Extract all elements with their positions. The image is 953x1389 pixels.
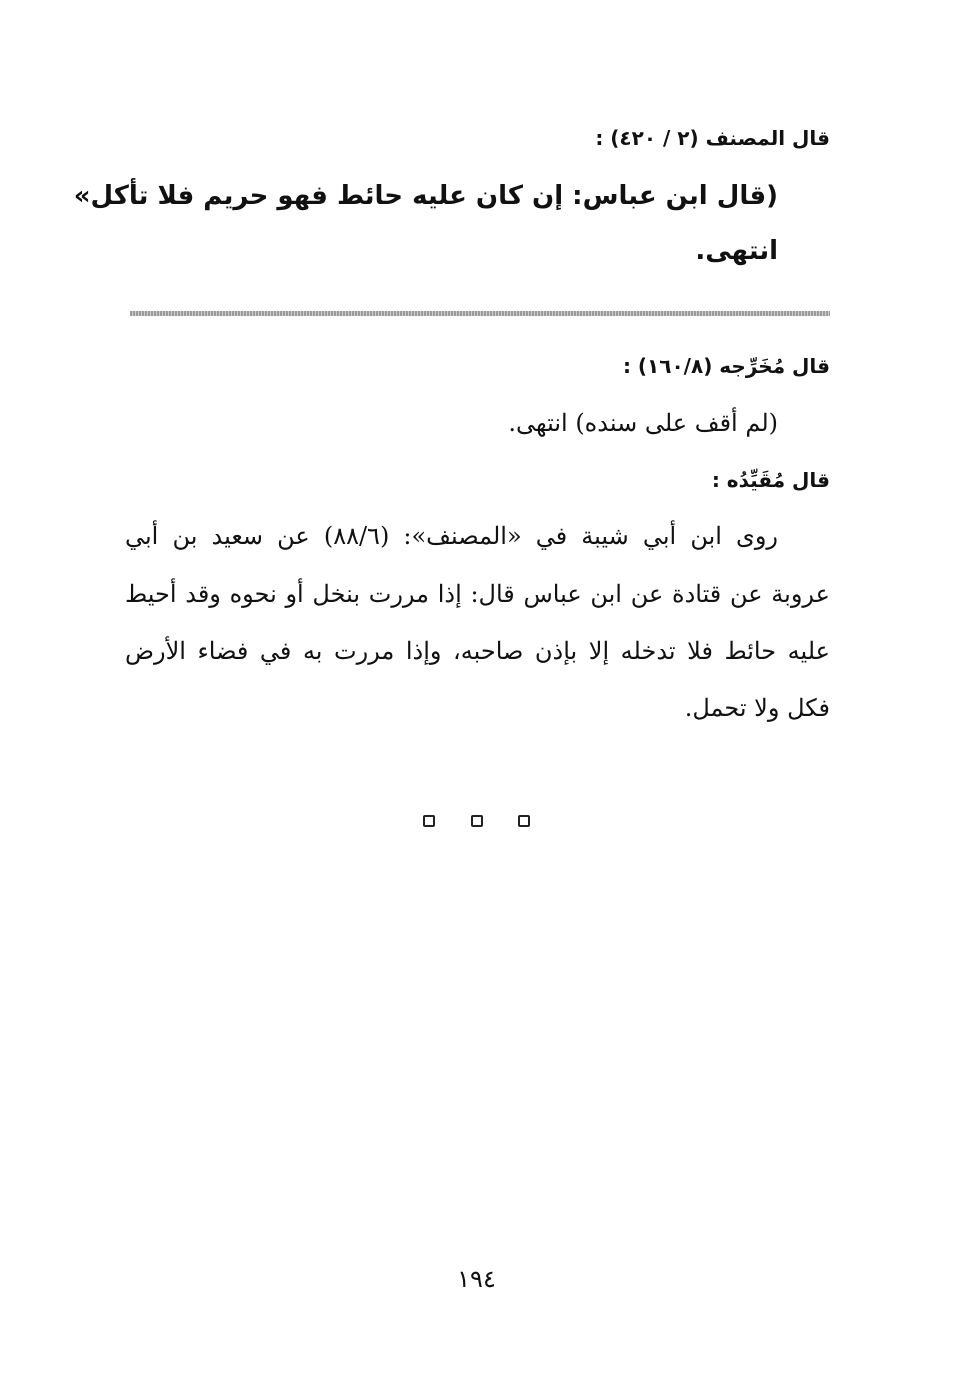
section-heading-muqayyid: قال مُقَيِّدُه : <box>711 468 830 492</box>
page-number: ١٩٤ <box>457 1265 496 1293</box>
quote-ibn-abbas-line2: انتهى. <box>695 236 778 266</box>
section-heading-author: قال المصنف (٢ / ٤٢٠) : <box>595 126 830 150</box>
paragraph-line: عروبة عن قتادة عن ابن عباس قال: إذا مررت بنخل أو نحوه وقد أحيط <box>125 580 830 608</box>
square-ornament <box>471 815 483 827</box>
section-divider <box>130 311 830 316</box>
paragraph-line: عليه حائط فلا تدخله إلا بإذن صاحبه، وإذا مررت به في فضاء الأرض <box>125 637 830 665</box>
paragraph-line: روى ابن أبي شيبة في «المصنف»: (٨٨/٦) عن سعيد بن أبي <box>125 522 778 550</box>
paragraph-line: فكل ولا تحمل. <box>684 694 830 722</box>
square-ornament <box>423 815 435 827</box>
square-ornament <box>518 815 530 827</box>
section-heading-mukharrij: قال مُخَرِّجه (١٦٠/٨) : <box>622 354 830 378</box>
section-end-ornament <box>0 812 953 831</box>
quote-ibn-abbas-line1: (قال ابن عباس: إن كان عليه حائط فهو حريم فلا تأكل» <box>73 181 778 211</box>
mukharrij-note: (لم أقف على سنده) انتهى. <box>508 409 778 437</box>
